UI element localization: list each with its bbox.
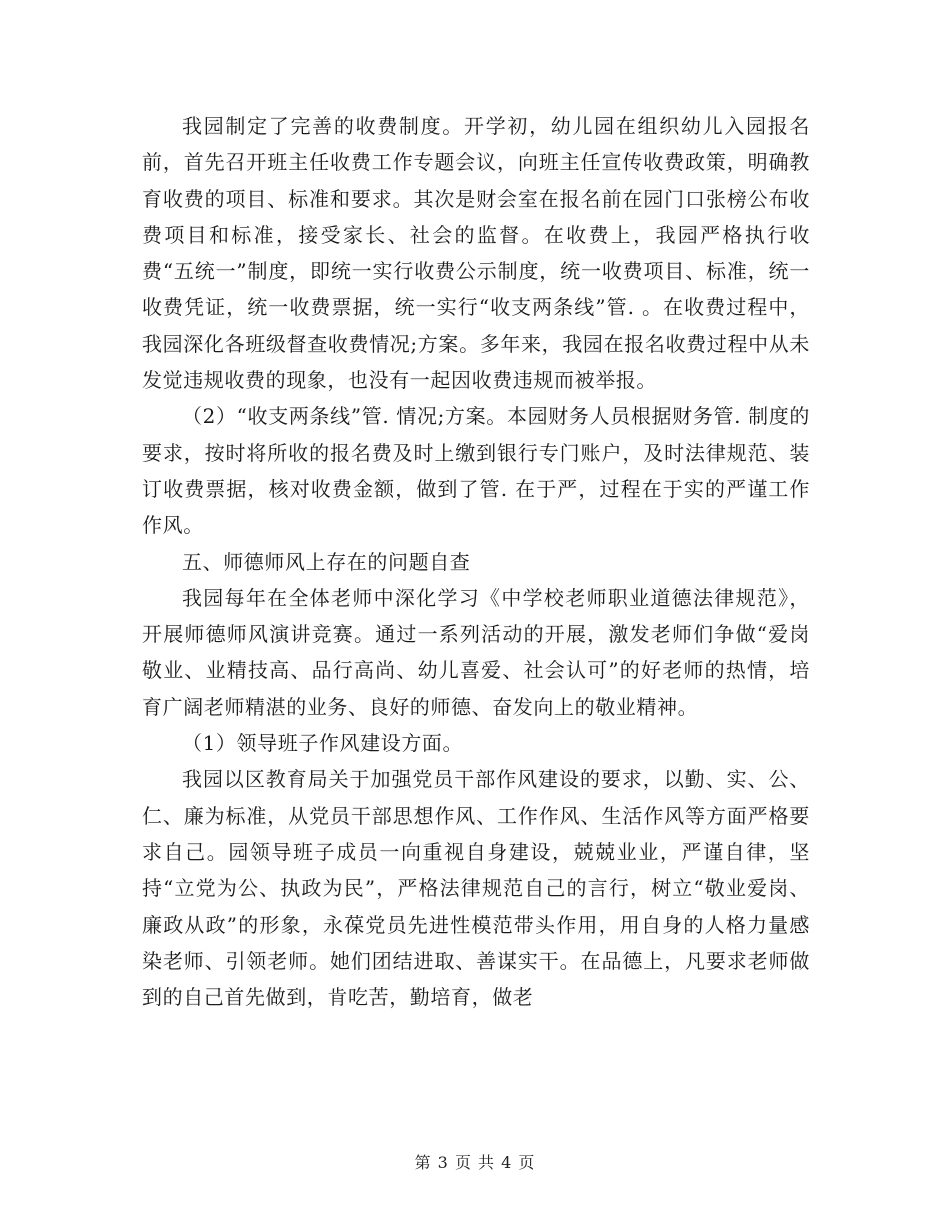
document-body bbox=[142, 108, 810, 1015]
section-heading-ethics: 五、师德师风上存在的问题自查 bbox=[182, 549, 471, 574]
subheading-leadership: （1）领导班子作风建设方面。 bbox=[182, 731, 464, 756]
paragraph-fee-system: 我园制定了完善的收费制度。开学初，幼儿园在组织幼儿入园报名前，首先召开班主任收费工作专题会议，向班主任宣传收费政策，明确教育收费的项目、标准和要求。其次是财会室在报名前在园门口张榜公布收费项目和标准，接受家长、社会的监督。在收费上，我园严格执行收费“五统一”制度，即统一实行收费公示制度，统一收费项目、标准，统一收费凭证，统一收费票据，统一实行“收支两条线”管. 。在收费过程中，我园深化各班级督查收费情况;方案。多年来，我园在报名收费过程中从未发觉违规收费的现象，也没有一起因收费违规而被举报。 bbox=[142, 114, 810, 393]
paragraph-leadership: 我园以区教育局关于加强党员干部作风建设的要求，以勤、实、公、仁、廉为标准，从党员干部思想作风、工作作风、生活作风等方面严格要求自己。园领导班子成员一向重视自身建设，兢兢业业，严谨自律，坚持“立党为公、执政为民”，严格法律规范自己的言行，树立“敬业爱岗、廉政从政”的形象，永葆党员先进性模范带头作用，用自身的人格力量感染老师、引领老师。她们团结进取、善谋实干。在品德上，凡要求老师做到的自己首先做到，肯吃苦，勤培育，做老 bbox=[142, 767, 810, 1010]
paragraph-two-lines: （2）“收支两条线”管. 情况;方案。本园财务人员根据财务管. 制度的要求，按时将所收的报名费及时上缴到银行专门账户，及时法律规范、装订收费票据，核对收费金额，做到了管. 在于严，过程在于实的严谨工作作风。 bbox=[142, 404, 810, 538]
page-number-footer: 第 3 页 共 4 页 bbox=[414, 1153, 536, 1172]
paragraph-ethics-study: 我园每年在全体老师中深化学习《中学校老师职业道德法律规范》，开展师德师风演讲竞赛。通过一系列活动的开展，激发老师们争做“爱岗敬业、业精技高、品行高尚、幼儿喜爱、社会认可”的好老师的热情，培育广阔老师精湛的业务、良好的师德、奋发向上的敬业精神。 bbox=[142, 585, 810, 719]
